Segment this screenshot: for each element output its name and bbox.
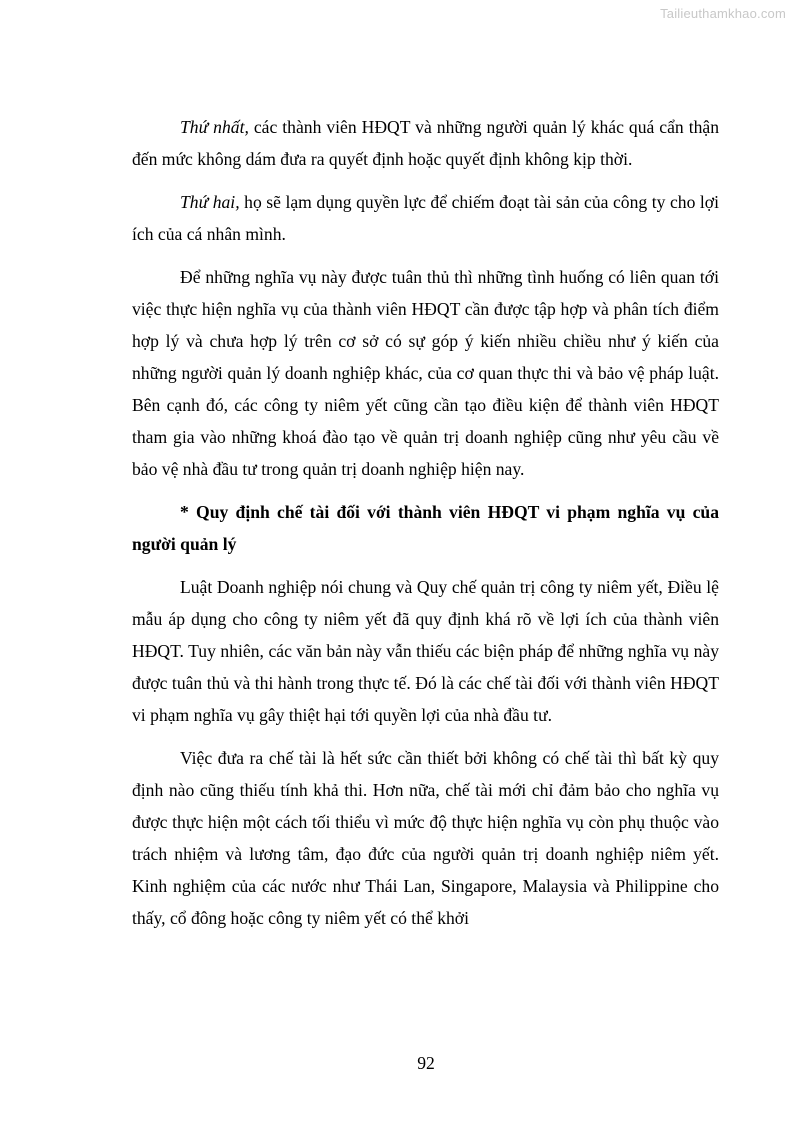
paragraph-enterprise-law: Luật Doanh nghiệp nói chung và Quy chế quản trị công ty niêm yết, Điều lệ mẫu áp dụng cho công ty niêm yết đã quy định khá rõ về lợi ích của thành viên HĐQT. Tuy nhiên, các văn bản này vẫn thiếu các biện pháp để những nghĩa vụ này được tuân thủ và thi hành trong thực tế. Đó là các chế tài đối với thành viên HĐQT vi phạm nghĩa vụ gây thiệt hại tới quyền lợi của nhà đầu tư.: [132, 577, 719, 725]
paragraph-text: các thành viên HĐQT và những người quản lý khác quá cẩn thận đến mức không dám đưa ra quyết định hoặc quyết định không kịp thời.: [132, 117, 719, 169]
paragraph-sanctions: Việc đưa ra chế tài là hết sức cần thiết bởi không có chế tài thì bất kỳ quy định nào cũng thiếu tính khả thi. Hơn nữa, chế tài mới chỉ đảm bảo cho nghĩa vụ được thực hiện một cách tối thiểu vì mức độ thực hiện nghĩa vụ còn phụ thuộc vào trách nhiệm và lương tâm, đạo đức của người quản trị doanh nghiệp niêm yết. Kinh nghiệm của các nước như Thái Lan, Singapore, Malaysia và Philippine cho thấy, cổ đông hoặc công ty niêm yết có thể khởi: [132, 748, 719, 928]
paragraph-compliance: Để những nghĩa vụ này được tuân thủ thì những tình huống có liên quan tới việc thực hiện nghĩa vụ của thành viên HĐQT cần được tập hợp và phân tích điểm hợp lý và chưa hợp lý trên cơ sở có sự góp ý kiến nhiều chiều như ý kiến của những người quản lý doanh nghiệp khác, của cơ quan thực thi và bảo vệ pháp luật. Bên cạnh đó, các công ty niêm yết cũng cần tạo điều kiện để thành viên HĐQT tham gia vào những khoá đào tạo về quản trị doanh nghiệp cũng như yêu cầu về bảo vệ nhà đầu tư trong quản trị doanh nghiệp hiện nay.: [132, 267, 719, 479]
paragraph-lead: Thứ nhất,: [180, 117, 249, 137]
paragraph-text: họ sẽ lạm dụng quyền lực để chiếm đoạt tài sản của công ty cho lợi ích của cá nhân mình.: [132, 192, 719, 244]
paragraph-first-point: [132, 111, 719, 175]
watermark: Tailieuthamkhao.com: [660, 6, 786, 21]
section-heading: * Quy định chế tài đối với thành viên HĐQT vi phạm nghĩa vụ của người quản lý: [132, 502, 719, 554]
page-body: [132, 111, 719, 945]
paragraph-second-point: [132, 186, 719, 250]
paragraph-lead: Thứ hai,: [180, 192, 240, 212]
page-number: 92: [417, 1053, 435, 1073]
